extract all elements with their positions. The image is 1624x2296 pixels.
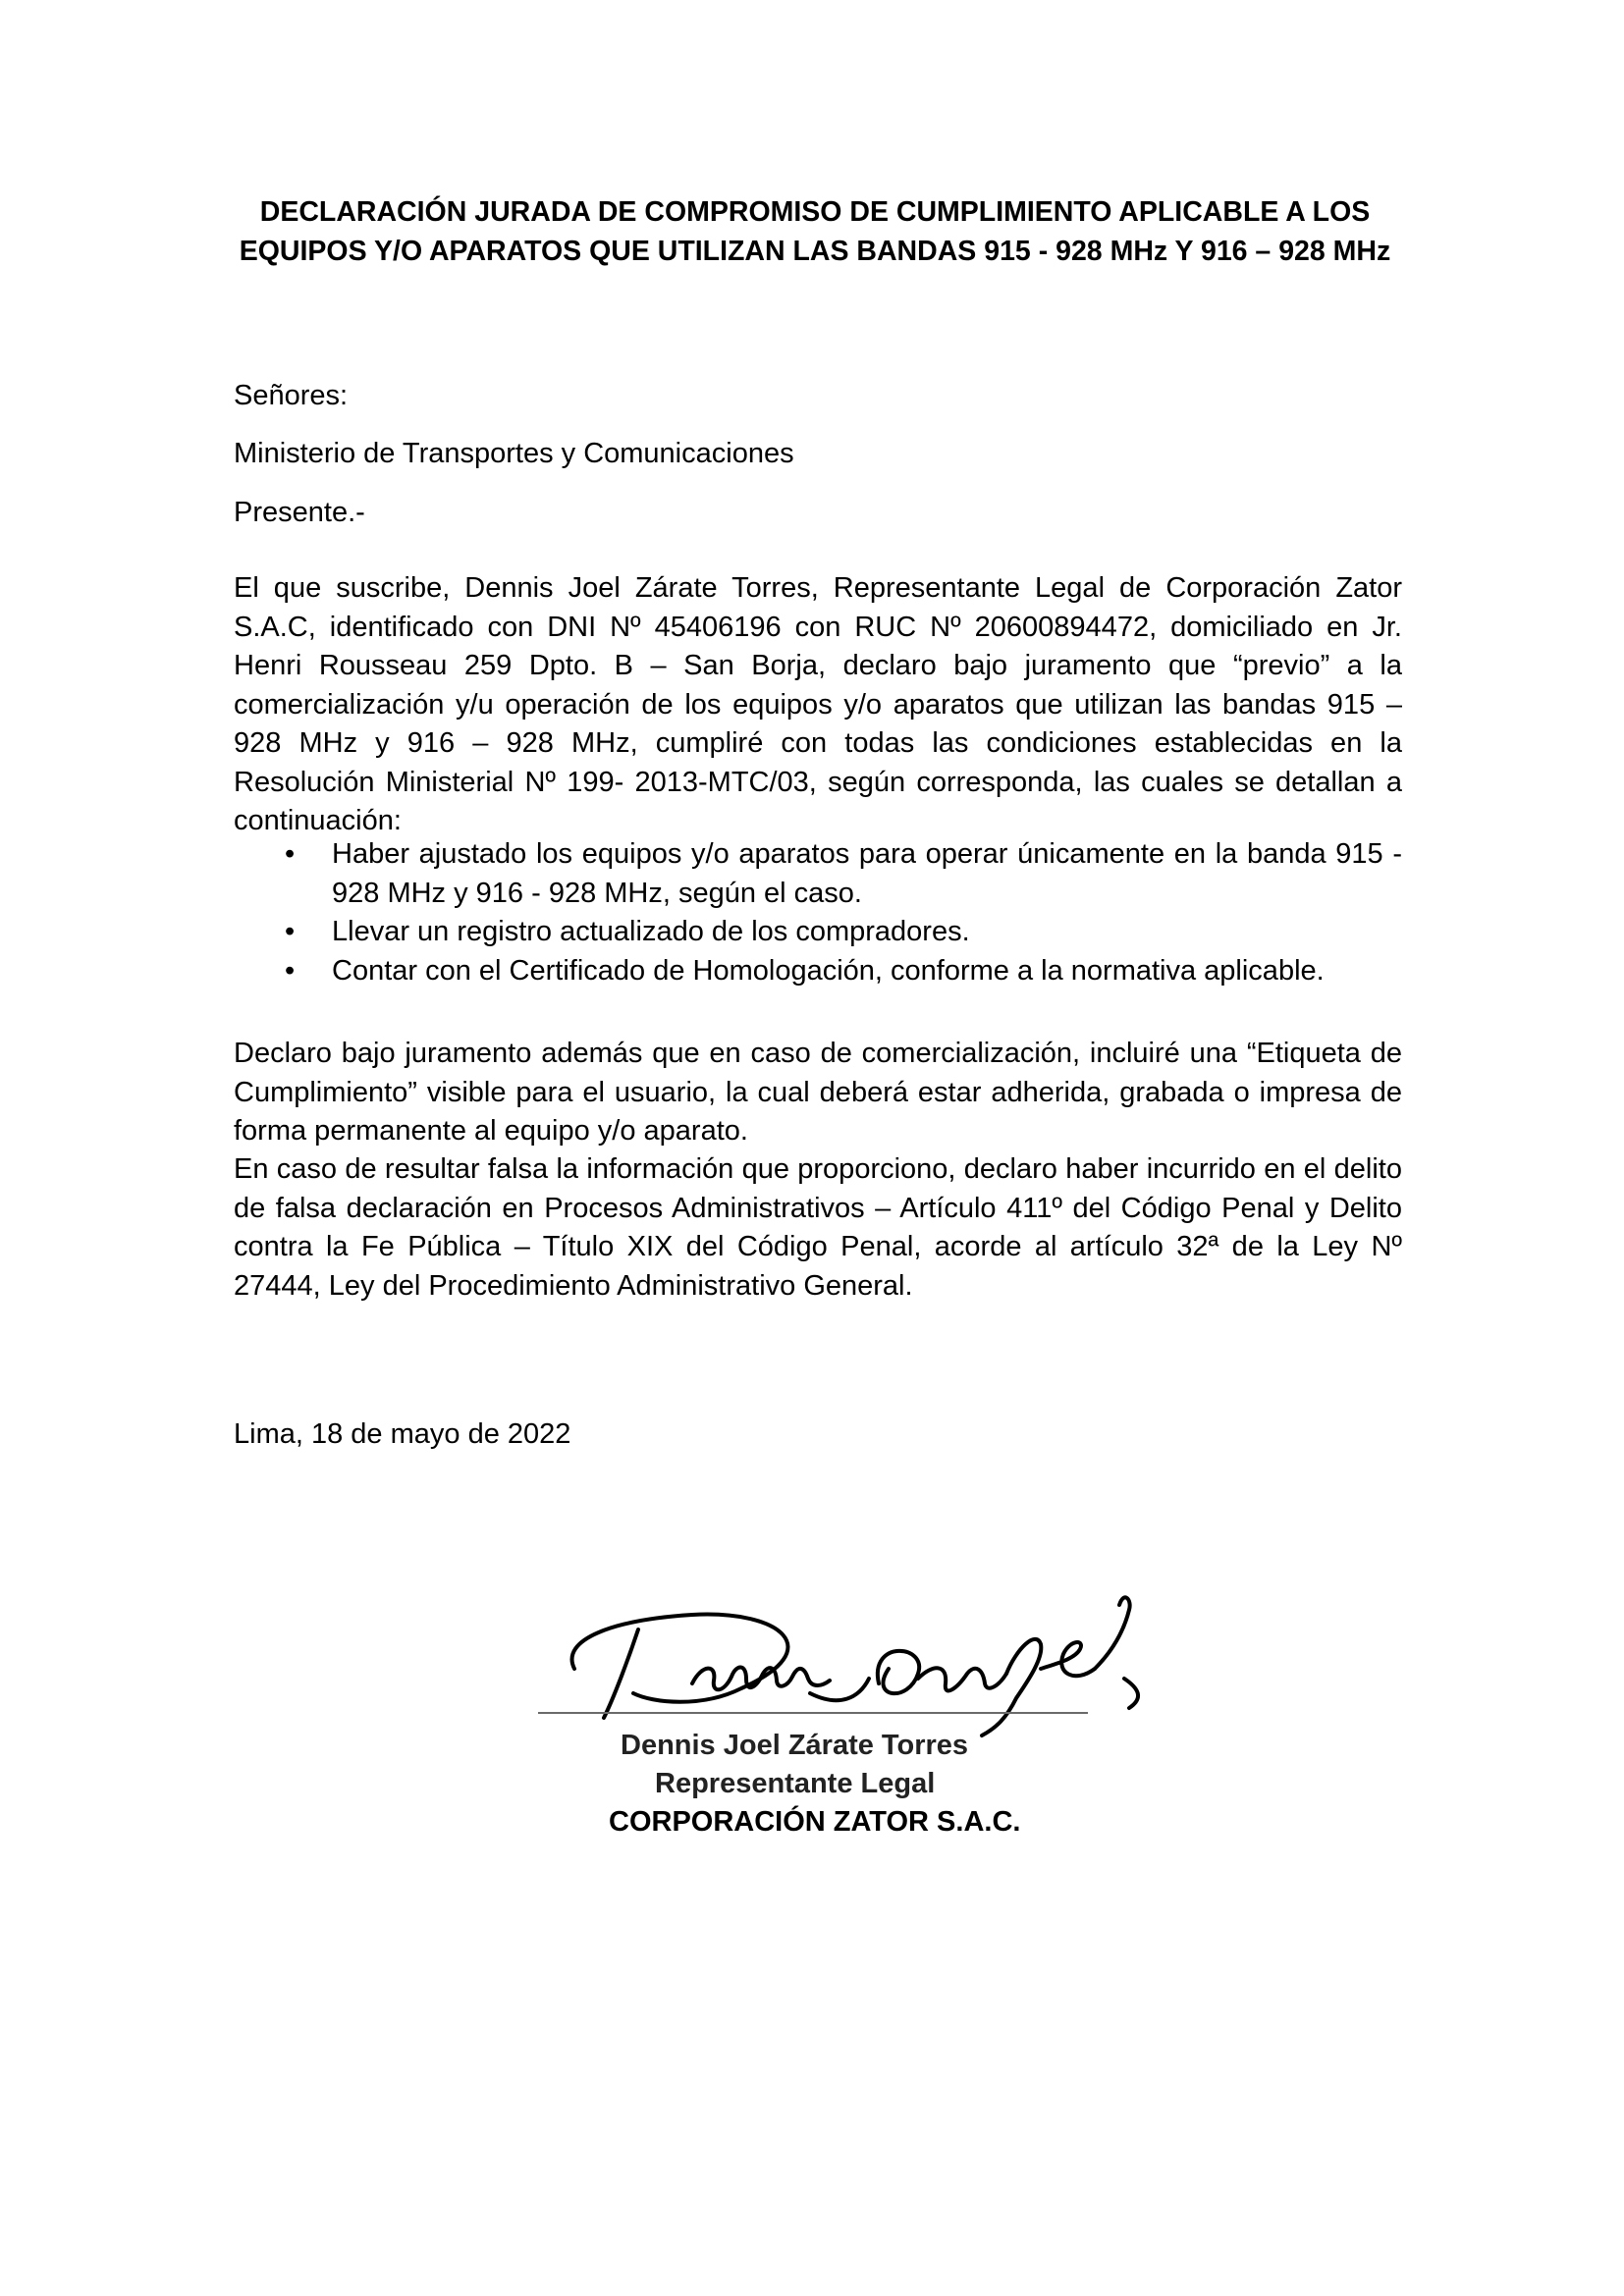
recipient: Ministerio de Transportes y Comunicaciones	[234, 438, 794, 469]
company-name: CORPORACIÓN ZATOR S.A.C.	[609, 1806, 1021, 1838]
list-item	[234, 913, 1402, 952]
conditions-list	[234, 835, 1402, 990]
handwritten-signature	[545, 1571, 1154, 1747]
signature-line	[538, 1712, 1088, 1714]
bullet-icon: •	[285, 838, 296, 870]
signer-name: Dennis Joel Zárate Torres	[621, 1730, 969, 1761]
salutation: Señores:	[234, 380, 349, 411]
presente: Presente.-	[234, 497, 365, 528]
list-item	[234, 835, 1402, 913]
declaration-paragraph: El que suscribe, Dennis Joel Zárate Torres, Representante Legal de Corporación Zator S.A.C, identificado con DNI Nº 45406196 con RUC Nº 20600894472, domiciliado en Jr. Henri Rousseau 259 Dpto. B – San Borja, declaro bajo juramento que “previo” a la comercialización y/u operación de los equipos y/o aparatos que utilizan las bandas 915 – 928 MHz y 916 – 928 MHz, cumpliré con todas las condiciones establecidas en la Resolución Ministerial Nº 199- 2013-MTC/03, según corresponda, las cuales se detallan a continuación:	[234, 572, 1402, 836]
bullet-icon: •	[285, 916, 296, 947]
list-item-text: Haber ajustado los equipos y/o aparatos para operar únicamente en la banda 915 - 928 MHz y 916 - 928 MHz, según el caso.	[332, 838, 1402, 909]
date-line: Lima, 18 de mayo de 2022	[234, 1418, 571, 1450]
bullet-icon: •	[285, 954, 296, 987]
label-declaration-paragraph: Declaro bajo juramento además que en caso de comercialización, incluiré una “Etiqueta de Cumplimiento” visible para el usuario, la cual deberá estar adherida, grabada o impresa de forma permanente al equipo y/o aparato.	[234, 1038, 1402, 1147]
list-item-text: Contar con el Certificado de Homologación, conforme a la normativa aplicable.	[332, 954, 1325, 987]
signer-role: Representante Legal	[655, 1768, 936, 1799]
list-item-text: Llevar un registro actualizado de los compradores.	[332, 916, 970, 947]
list-item	[234, 952, 1402, 991]
document-title: DECLARACIÓN JURADA DE COMPROMISO DE CUMPLIMIENTO APLICABLE A LOS EQUIPOS Y/O APARATOS QUE UTILIZAN LAS BANDAS 915 - 928 MHz Y 916 – 928 MHz	[239, 196, 1391, 267]
false-statement-paragraph: En caso de resultar falsa la información que proporciono, declaro haber incurrido en el delito de falsa declaración en Procesos Administrativos – Artículo 411º del Código Penal y Delito contra la Fe Pública – Título XIX del Código Penal, acorde al artículo 32ª de la Ley Nº 27444, Ley del Procedimiento Administrativo General.	[234, 1153, 1402, 1302]
